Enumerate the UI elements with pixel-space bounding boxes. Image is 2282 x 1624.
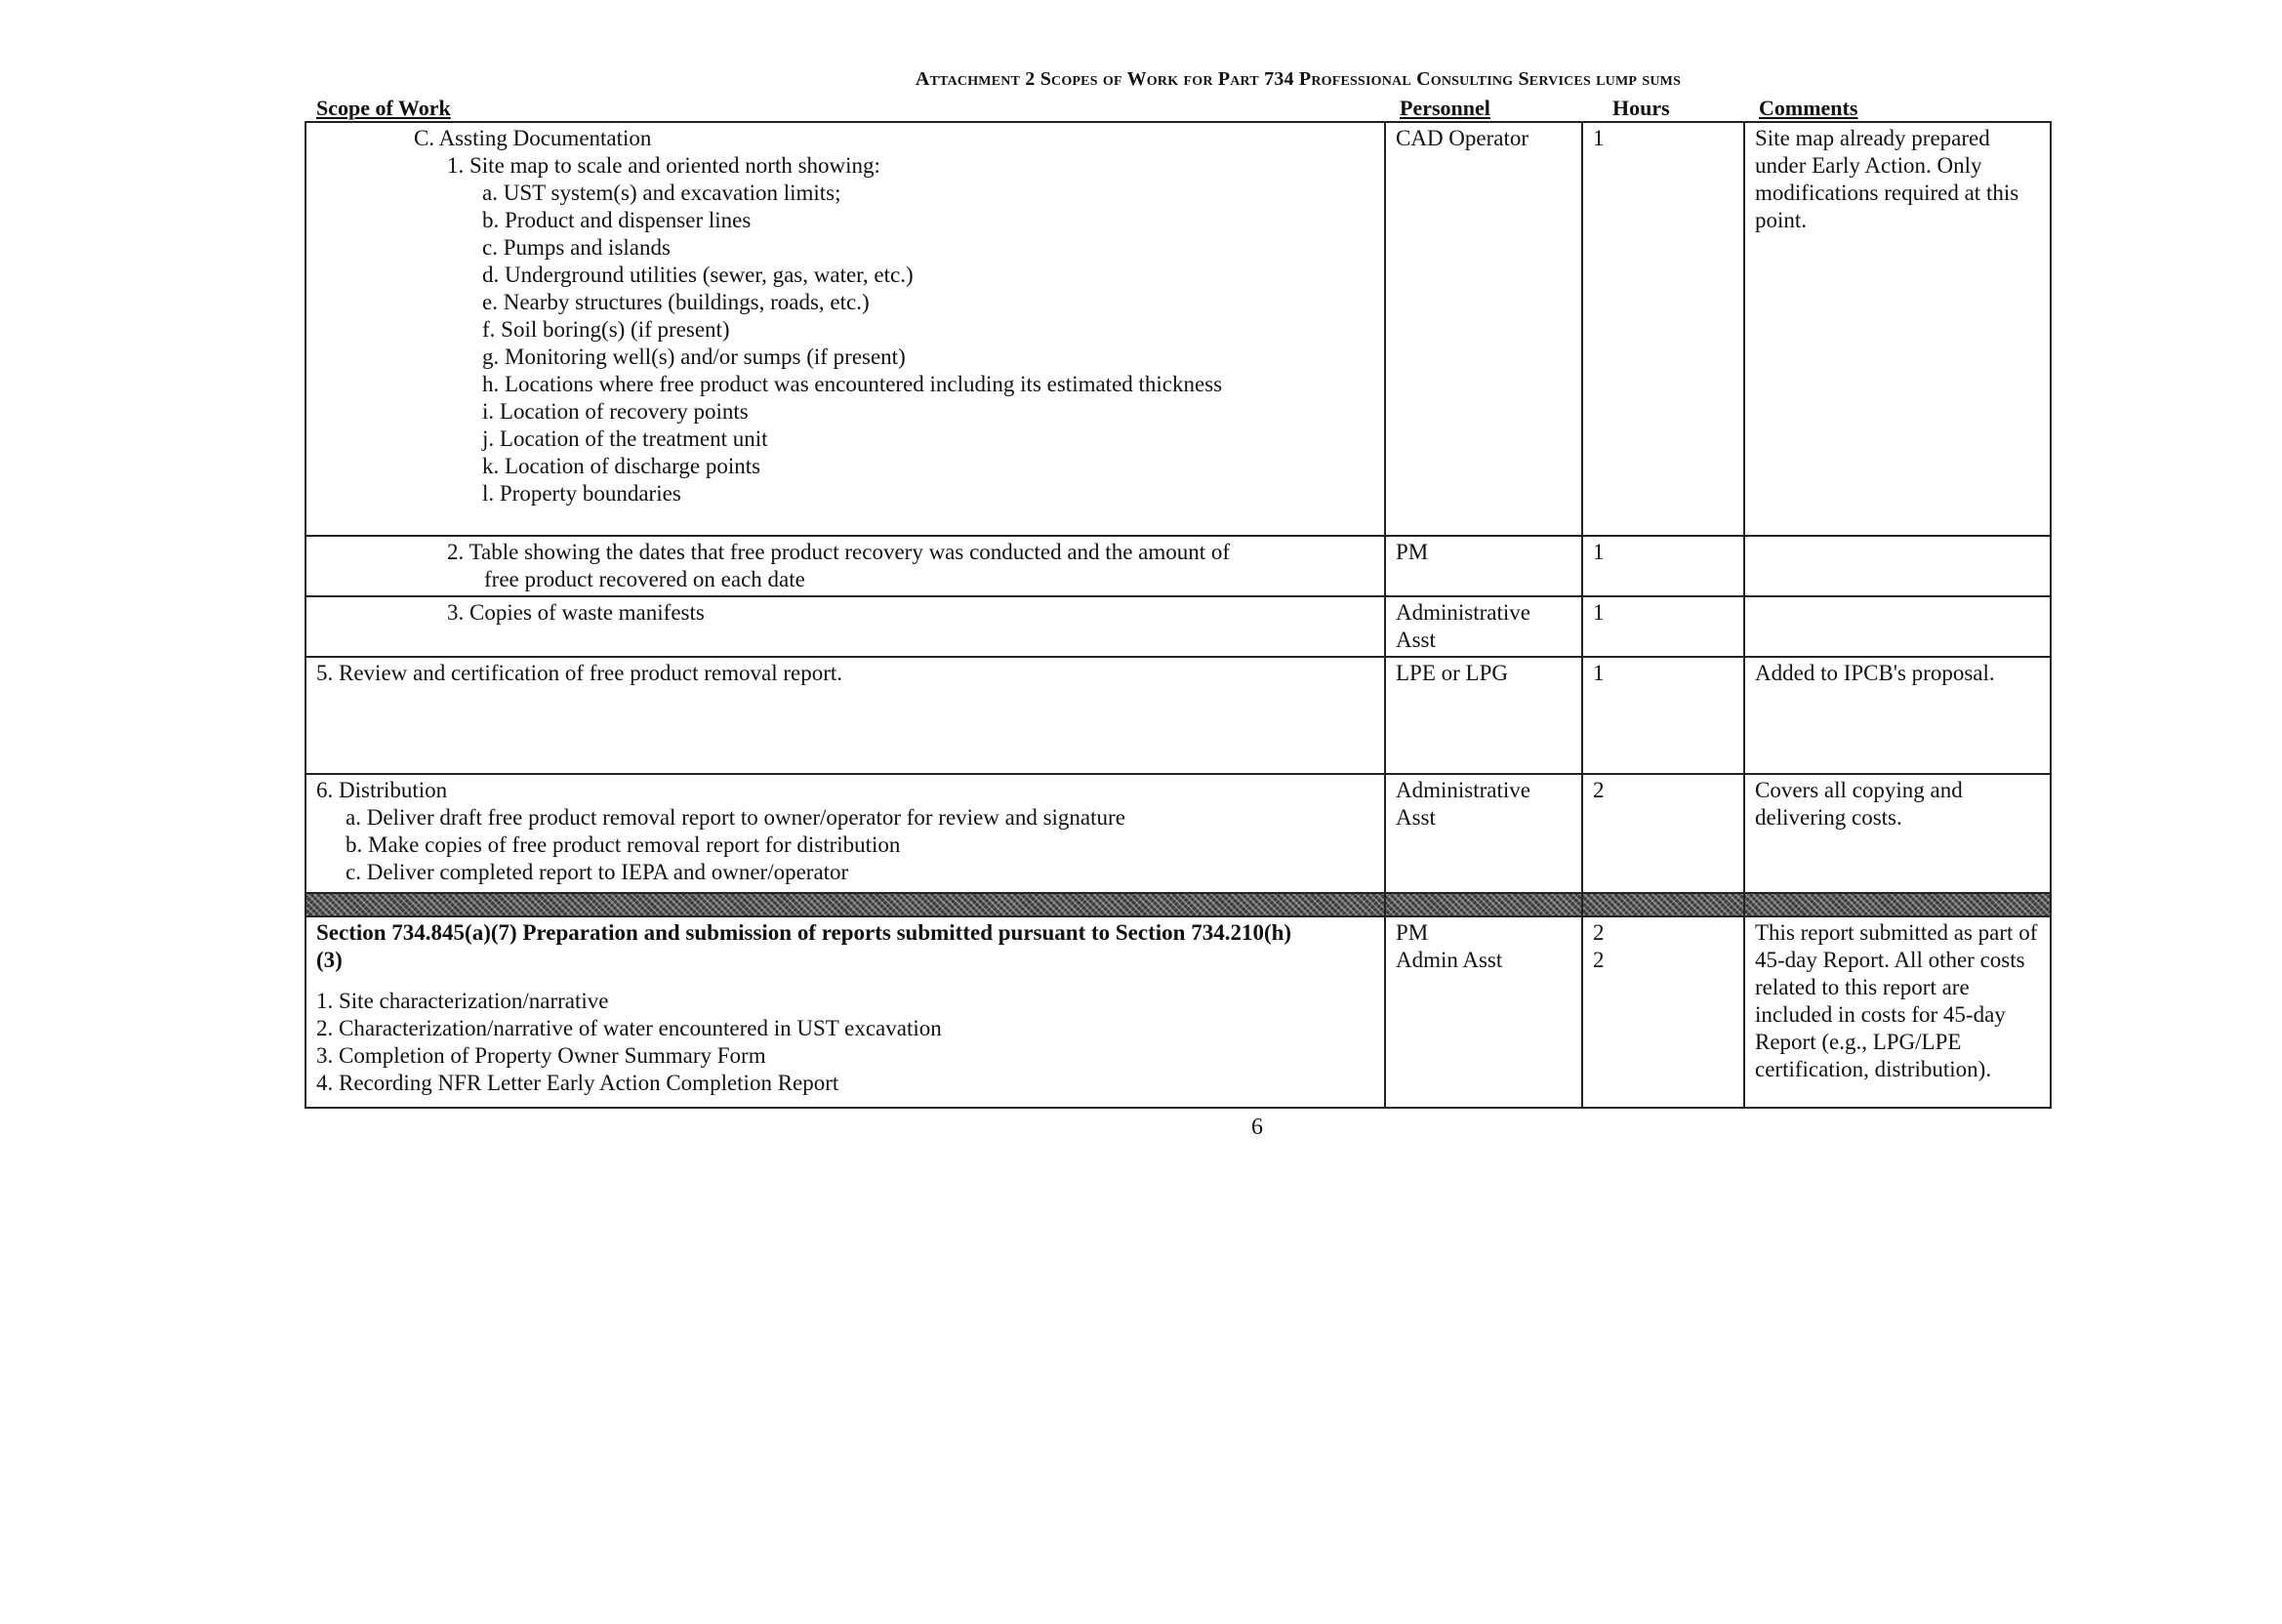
- hours-text: 2: [1593, 948, 1605, 972]
- comments-cell: Site map already prepared under Early Action. Only modifications required at this point.: [1744, 122, 2051, 536]
- hours-cell: 1: [1582, 596, 1744, 657]
- header-personnel: Personnel: [1400, 96, 1490, 120]
- personnel-text: PM: [1396, 920, 1429, 945]
- list-subitem: j. Location of the treatment unit: [482, 426, 768, 451]
- personnel-cell: [1385, 596, 1582, 657]
- hours-cell: 1: [1582, 536, 1744, 596]
- list-subitem: h. Locations where free product was encountered including its estimated thickness: [482, 372, 1223, 396]
- list-item: 2. Table showing the dates that free product recovery was conducted and the amount of: [447, 540, 1231, 564]
- personnel-cell: [1385, 774, 1582, 893]
- section-heading: C. Assting Documentation: [414, 126, 652, 150]
- scope-cell: [306, 774, 1385, 893]
- shaded-cell: [1582, 893, 1744, 916]
- hours-cell: 1: [1582, 122, 1744, 536]
- table-row: [306, 536, 2051, 596]
- table-row: [306, 122, 2051, 536]
- list-subitem: b. Make copies of free product removal report for distribution: [346, 832, 901, 857]
- list-subitem: f. Soil boring(s) (if present): [482, 317, 730, 342]
- hours-cell: 2: [1582, 774, 1744, 893]
- list-subitem: a. Deliver draft free product removal report to owner/operator for review and signature: [346, 805, 1125, 830]
- comments-cell: [1744, 536, 2051, 596]
- shaded-separator-row: [306, 893, 2051, 916]
- shaded-cell: [306, 893, 1385, 916]
- list-item: 3. Completion of Property Owner Summary Form: [316, 1043, 766, 1068]
- list-subitem: i. Location of recovery points: [482, 399, 749, 424]
- section-heading: 6. Distribution: [316, 778, 448, 802]
- list-subitem: b. Product and dispenser lines: [482, 208, 752, 232]
- comments-cell: Covers all copying and delivering costs.: [1744, 774, 2051, 893]
- list-item: 2. Characterization/narrative of water encountered in UST excavation: [316, 1016, 942, 1040]
- header-comments: Comments: [1759, 96, 1858, 120]
- list-subitem: a. UST system(s) and excavation limits;: [482, 181, 841, 205]
- scope-cell: [306, 122, 1385, 536]
- personnel-cell: [1385, 916, 1582, 1108]
- list-item: 5. Review and certification of free product removal report.: [316, 661, 842, 685]
- comments-cell: Added to IPCB's proposal.: [1744, 657, 2051, 774]
- personnel-text: Administrative Asst: [1396, 778, 1530, 830]
- list-item: 1. Site map to scale and oriented north showing:: [447, 153, 880, 178]
- list-subitem: d. Underground utilities (sewer, gas, water, etc.): [482, 263, 914, 287]
- list-subitem: c. Pumps and islands: [482, 235, 671, 260]
- personnel-cell: CAD Operator: [1385, 122, 1582, 536]
- table-row: [306, 916, 2051, 1108]
- list-item: 4. Recording NFR Letter Early Action Completion Report: [316, 1071, 839, 1095]
- list-subitem: e. Nearby structures (buildings, roads, etc.): [482, 290, 870, 314]
- comments-cell: [1744, 596, 2051, 657]
- personnel-cell: LPE or LPG: [1385, 657, 1582, 774]
- scope-cell: [306, 536, 1385, 596]
- list-subitem: l. Property boundaries: [482, 481, 681, 506]
- list-subitem: k. Location of discharge points: [482, 454, 761, 478]
- header-hours: Hours: [1612, 96, 1670, 120]
- scope-cell: [306, 916, 1385, 1108]
- scope-cell: [306, 596, 1385, 657]
- document-title: Attachment 2 Scopes of Work for Part 734 Professional Consulting Services lump sums: [915, 68, 1682, 90]
- hours-text: 2: [1593, 920, 1605, 945]
- list-subitem: c. Deliver completed report to IEPA and owner/operator: [346, 860, 849, 884]
- personnel-text: Admin Asst: [1396, 948, 1503, 972]
- table-row: [306, 774, 2051, 893]
- shaded-cell: [1385, 893, 1582, 916]
- personnel-text: Administrative Asst: [1396, 600, 1530, 652]
- list-item: 1. Site characterization/narrative: [316, 989, 609, 1013]
- scope-of-work-table: [305, 121, 2052, 1109]
- list-subitem: g. Monitoring well(s) and/or sumps (if present): [482, 345, 906, 369]
- scope-cell: [306, 657, 1385, 774]
- section-heading: Section 734.845(a)(7) Preparation and submission of reports submitted pursuant to Section 734.210(h)(3): [316, 920, 1292, 972]
- shaded-cell: [1744, 893, 2051, 916]
- list-item: 3. Copies of waste manifests: [447, 600, 705, 625]
- hours-cell: [1582, 916, 1744, 1108]
- page-number: 6: [1251, 1115, 1263, 1140]
- table-row: [306, 596, 2051, 657]
- table-row: [306, 657, 2051, 774]
- personnel-cell: PM: [1385, 536, 1582, 596]
- list-item-continuation: free product recovered on each date: [484, 567, 805, 591]
- hours-cell: 1: [1582, 657, 1744, 774]
- header-scope-of-work: Scope of Work: [316, 96, 451, 120]
- comments-cell: This report submitted as part of 45-day Report. All other costs related to this report are included in costs for 45-day Report (e.g., LPG/LPE certification, distribution).: [1744, 916, 2051, 1108]
